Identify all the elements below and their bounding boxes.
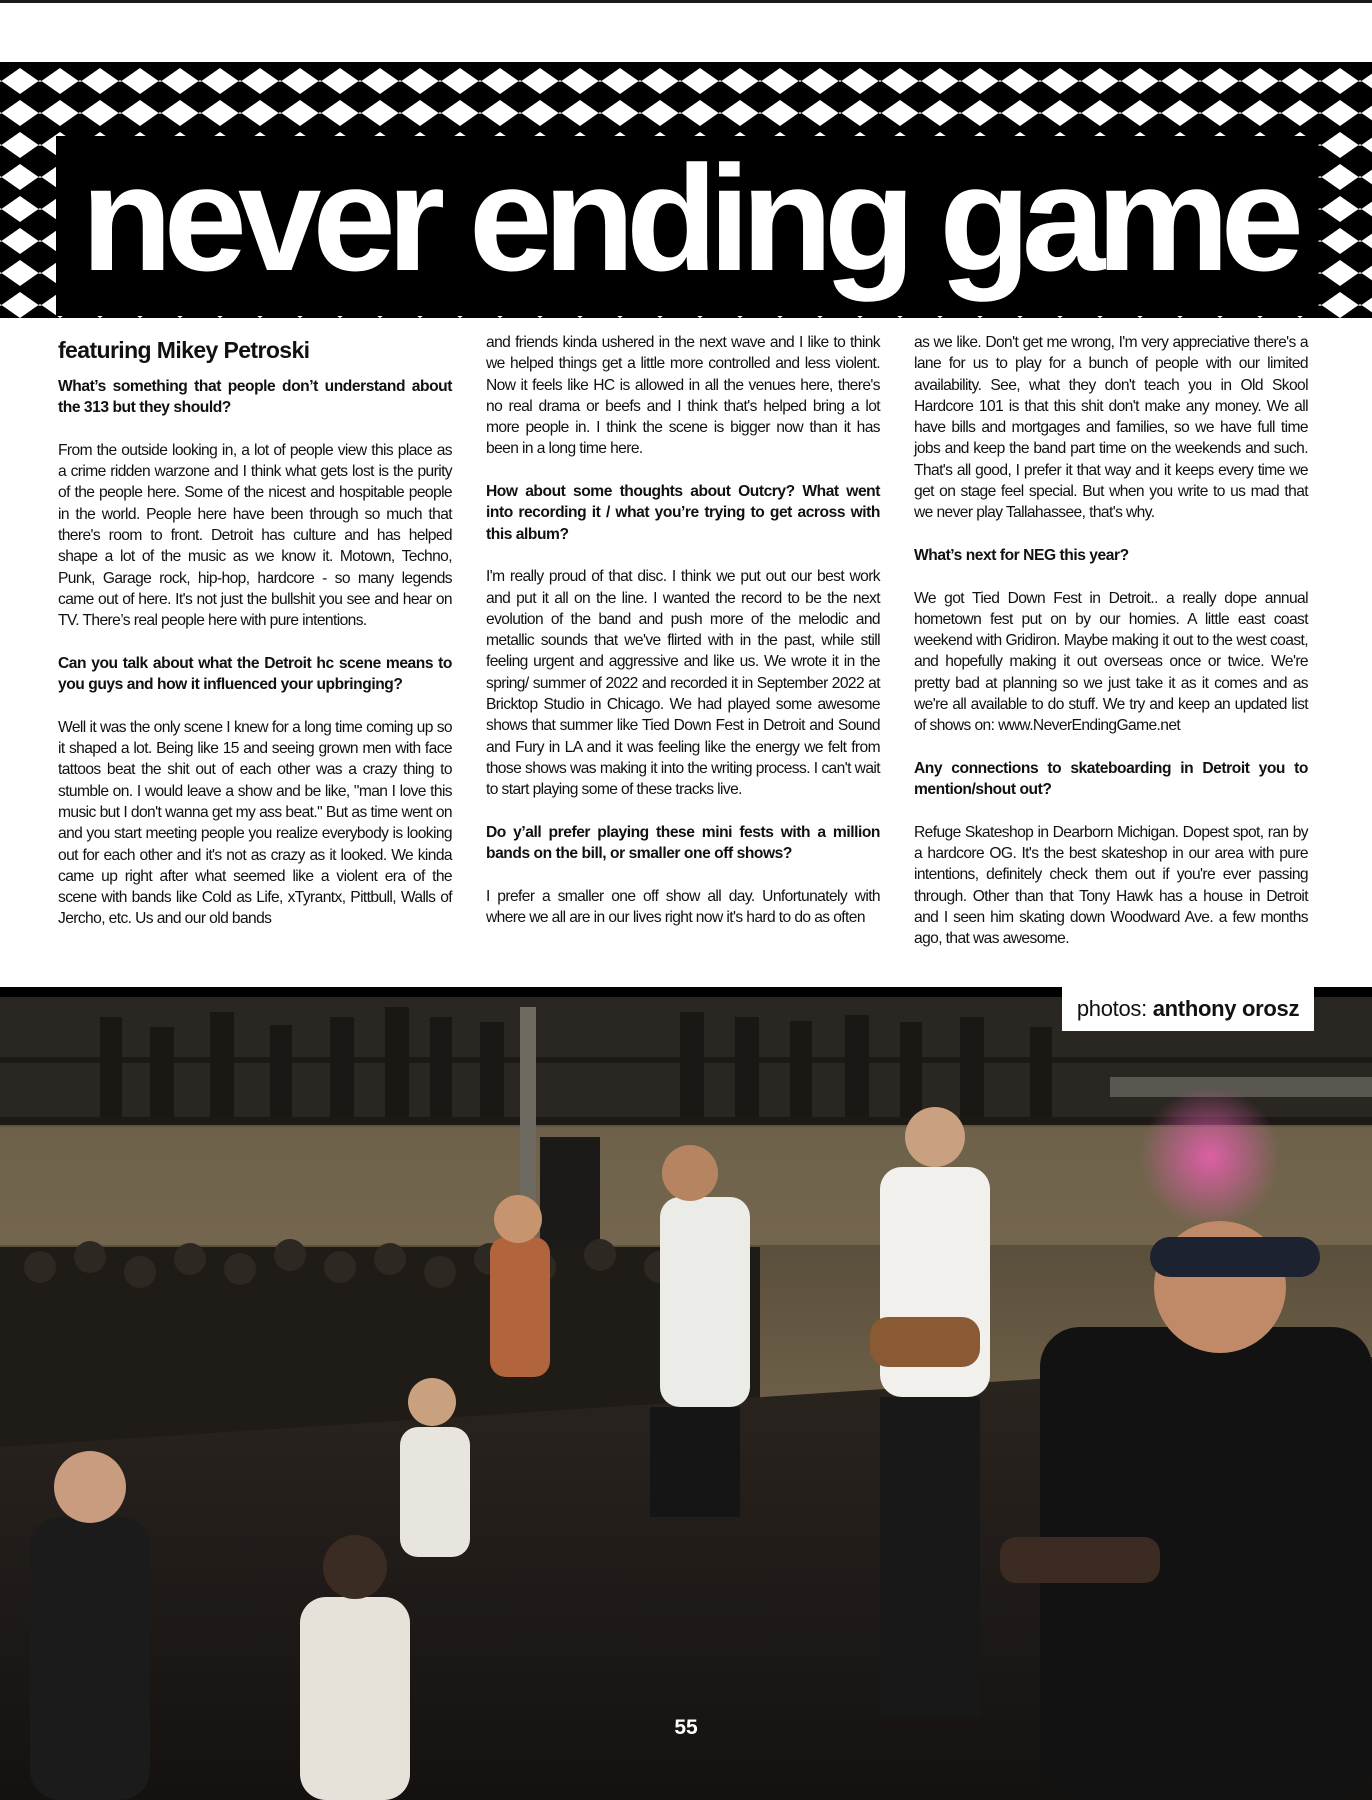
- photo-credit-prefix: photos:: [1076, 996, 1153, 1021]
- interview-question: How about some thoughts about Outcry? What went into recording it / what you’re trying to get across with this album?: [486, 483, 880, 543]
- interview-question: Can you talk about what the Detroit hc scene means to you guys and how it influenced your upbringing?: [58, 654, 452, 694]
- interview-answer: From the outside looking in, a lot of people view this place as a crime ridden warzone and I think what gets lost is the purity of the people here. Some of the nicest and hospitable people in the world. People here have been through so much that there's room to front. Detroit has culture and has helped shape a lot of the music as we know it. Motown, Techno, Punk, Garage rock, hip-hop, hardcore - so many legends came out of here. It's not just the bullshit you see and hear on TV. There’s real people here with pure intentions.: [58, 441, 452, 630]
- column-2: [486, 332, 880, 960]
- interview-question: What’s next for NEG this year?: [914, 546, 1129, 564]
- title-banner: [0, 62, 1372, 318]
- photo-credit-name: anthony orosz: [1152, 996, 1300, 1021]
- article-body: [58, 332, 1316, 960]
- interview-answer: Well it was the only scene I knew for a long time coming up so it shaped a lot. Being like 15 and seeing grown men with face tattoos beat the shit out of each other was a crazy thing to stumble on. I would leave a show and be like, "man I love this music but I don't wanna get my ass beat." But as time went on and you start meeting people you realize everybody is looking out for each other and it's not as crazy as it looked. We kinda came up right after what seemed like a violent era of the scene with bands like Cold as Life, xTyrantx, Pittbull, Walls of Jercho, etc. Us and our old bands: [58, 718, 452, 928]
- photo-credit: [1062, 987, 1314, 1031]
- top-rule: [0, 0, 1372, 3]
- interview-answer: Refuge Skateshop in Dearborn Michigan. Dopest spot, ran by a hardcore OG. It's the best skateshop in our area with pure intentions, definitely check them out if you're ever passing through. Other than that Tony Hawk has a house in Detroit and I seen him skating down Woodward Ave. a few months ago, that was awesome.: [914, 823, 1308, 948]
- concert-photo: [0, 997, 1372, 1800]
- interview-question: Do y’all prefer playing these mini fests with a million bands on the bill, or smaller one off shows?: [486, 823, 880, 863]
- concert-photo-illustration: [0, 997, 1372, 1800]
- column-3: [914, 332, 1308, 960]
- article-title: never ending game: [80, 134, 1296, 302]
- interview-answer: I'm really proud of that disc. I think we put out our best work and put it all on the line. I wanted the record to be the next evolution of the band and push more of the melodic and metallic sounds that we've flirted with in the past, while still feeling urgent and aggressive and like us. We wrote it in the spring/ summer of 2022 and recorded it in September 2022 at Bricktop Studio in Chicago. We had played some awesome shows that summer like Tied Down Fest in Detroit and Sound and Fury in LA and it was feeling like the energy we felt from those shows was making it into the writing process. I can't wait to start playing some of these tracks live.: [486, 568, 880, 799]
- page-number: 55: [674, 1716, 698, 1739]
- interview-question: Any connections to skateboarding in Detroit you to mention/shout out?: [914, 759, 1308, 799]
- interview-answer: and friends kinda ushered in the next wave and I like to think we helped things get a little more controlled and less violent. Now it feels like HC is allowed in all the venues here, there's no real drama or beefs and I think that's helped bring a lot more people in. I think the scene is bigger now than it has been in a long time here.: [486, 334, 880, 458]
- interview-answer: We got Tied Down Fest in Detroit.. a really dope annual hometown fest put on by our homies. A little east coast weekend with Gridiron. Maybe making it out to the west coast, and hopefully making it out overseas once or twice. We're pretty bad at planning so we just take it as it comes and as we're all available to do stuff. We try and keep an updated list of shows on: www.NeverEndingGame.net: [914, 589, 1308, 735]
- byline: featuring Mikey Petroski: [58, 337, 310, 363]
- interview-answer: I prefer a smaller one off show all day. Unfortunately with where we all are in our lives right now it's hard to do as often: [486, 887, 880, 927]
- column-1: [58, 332, 452, 960]
- interview-answer: as we like. Don't get me wrong, I'm very appreciative there's a lane for us to play for a bunch of people with our limited availability. See, what they don't teach you in Old Skool Hardcore 101 is that this shit don't make any money. We all have bills and mortgages and families, so we have full time jobs and keep the band part time on the weekends and such. That's all good, I prefer it that way and it keeps every time we get on stage feel special. But when you write to us mad that we never play Tallahassee, that's why.: [914, 334, 1308, 522]
- interview-question: What’s something that people don’t understand about the 313 but they should?: [58, 378, 452, 417]
